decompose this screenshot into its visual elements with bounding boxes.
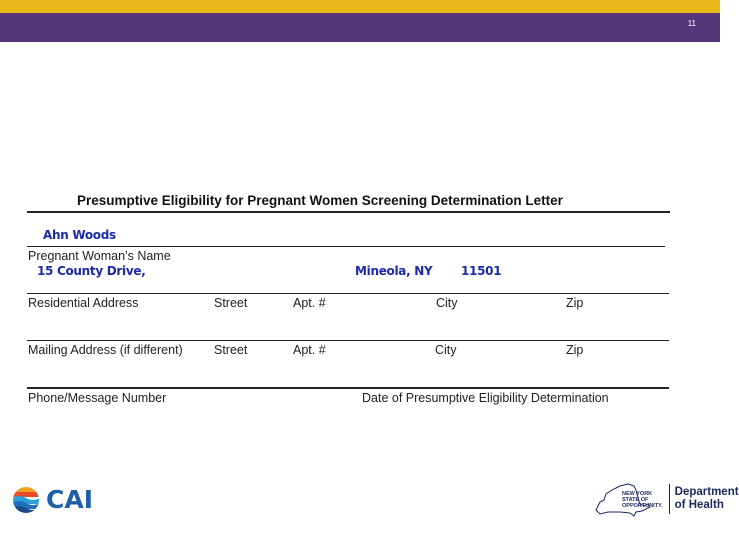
title-underline <box>27 211 670 213</box>
residential-city-label: City <box>436 296 458 310</box>
mailing-line <box>27 340 669 341</box>
department-of-health-text: Department of Health <box>674 486 739 511</box>
zip-value[interactable]: 11501 <box>461 264 502 278</box>
street-value[interactable]: 15 County Drive, <box>37 264 146 278</box>
mailing-zip-label: Zip <box>566 343 584 357</box>
residential-address-label: Residential Address <box>28 296 139 310</box>
cai-logo-text: CAI <box>46 484 93 514</box>
residential-line <box>27 293 669 294</box>
name-line <box>27 246 665 247</box>
slide-number: 11 <box>687 19 696 28</box>
ny-state-text: NEW YORK STATE OF OPPORTUNITY. <box>622 491 663 509</box>
name-value[interactable]: Ahn Woods <box>43 228 116 242</box>
form-title: Presumptive Eligibility for Pregnant Women Screening Determination Letter <box>77 193 563 208</box>
date-label: Date of Presumptive Eligibility Determination <box>362 391 609 405</box>
mailing-apt-label: Apt. # <box>293 343 326 357</box>
residential-street-label: Street <box>214 296 248 310</box>
name-label: Pregnant Woman’s Name <box>28 249 171 263</box>
city-value[interactable]: Mineola, NY <box>355 264 433 278</box>
phone-line <box>27 387 669 389</box>
residential-zip-label: Zip <box>566 296 584 310</box>
mailing-street-label: Street <box>214 343 248 357</box>
cai-globe-icon <box>12 482 40 516</box>
nys-doh-logo <box>590 480 739 518</box>
cai-logo <box>12 482 93 516</box>
mailing-city-label: City <box>435 343 457 357</box>
phone-label: Phone/Message Number <box>28 391 167 405</box>
mailing-address-label: Mailing Address (if different) <box>28 343 183 357</box>
residential-apt-label: Apt. # <box>293 296 326 310</box>
logo-divider <box>669 484 670 514</box>
